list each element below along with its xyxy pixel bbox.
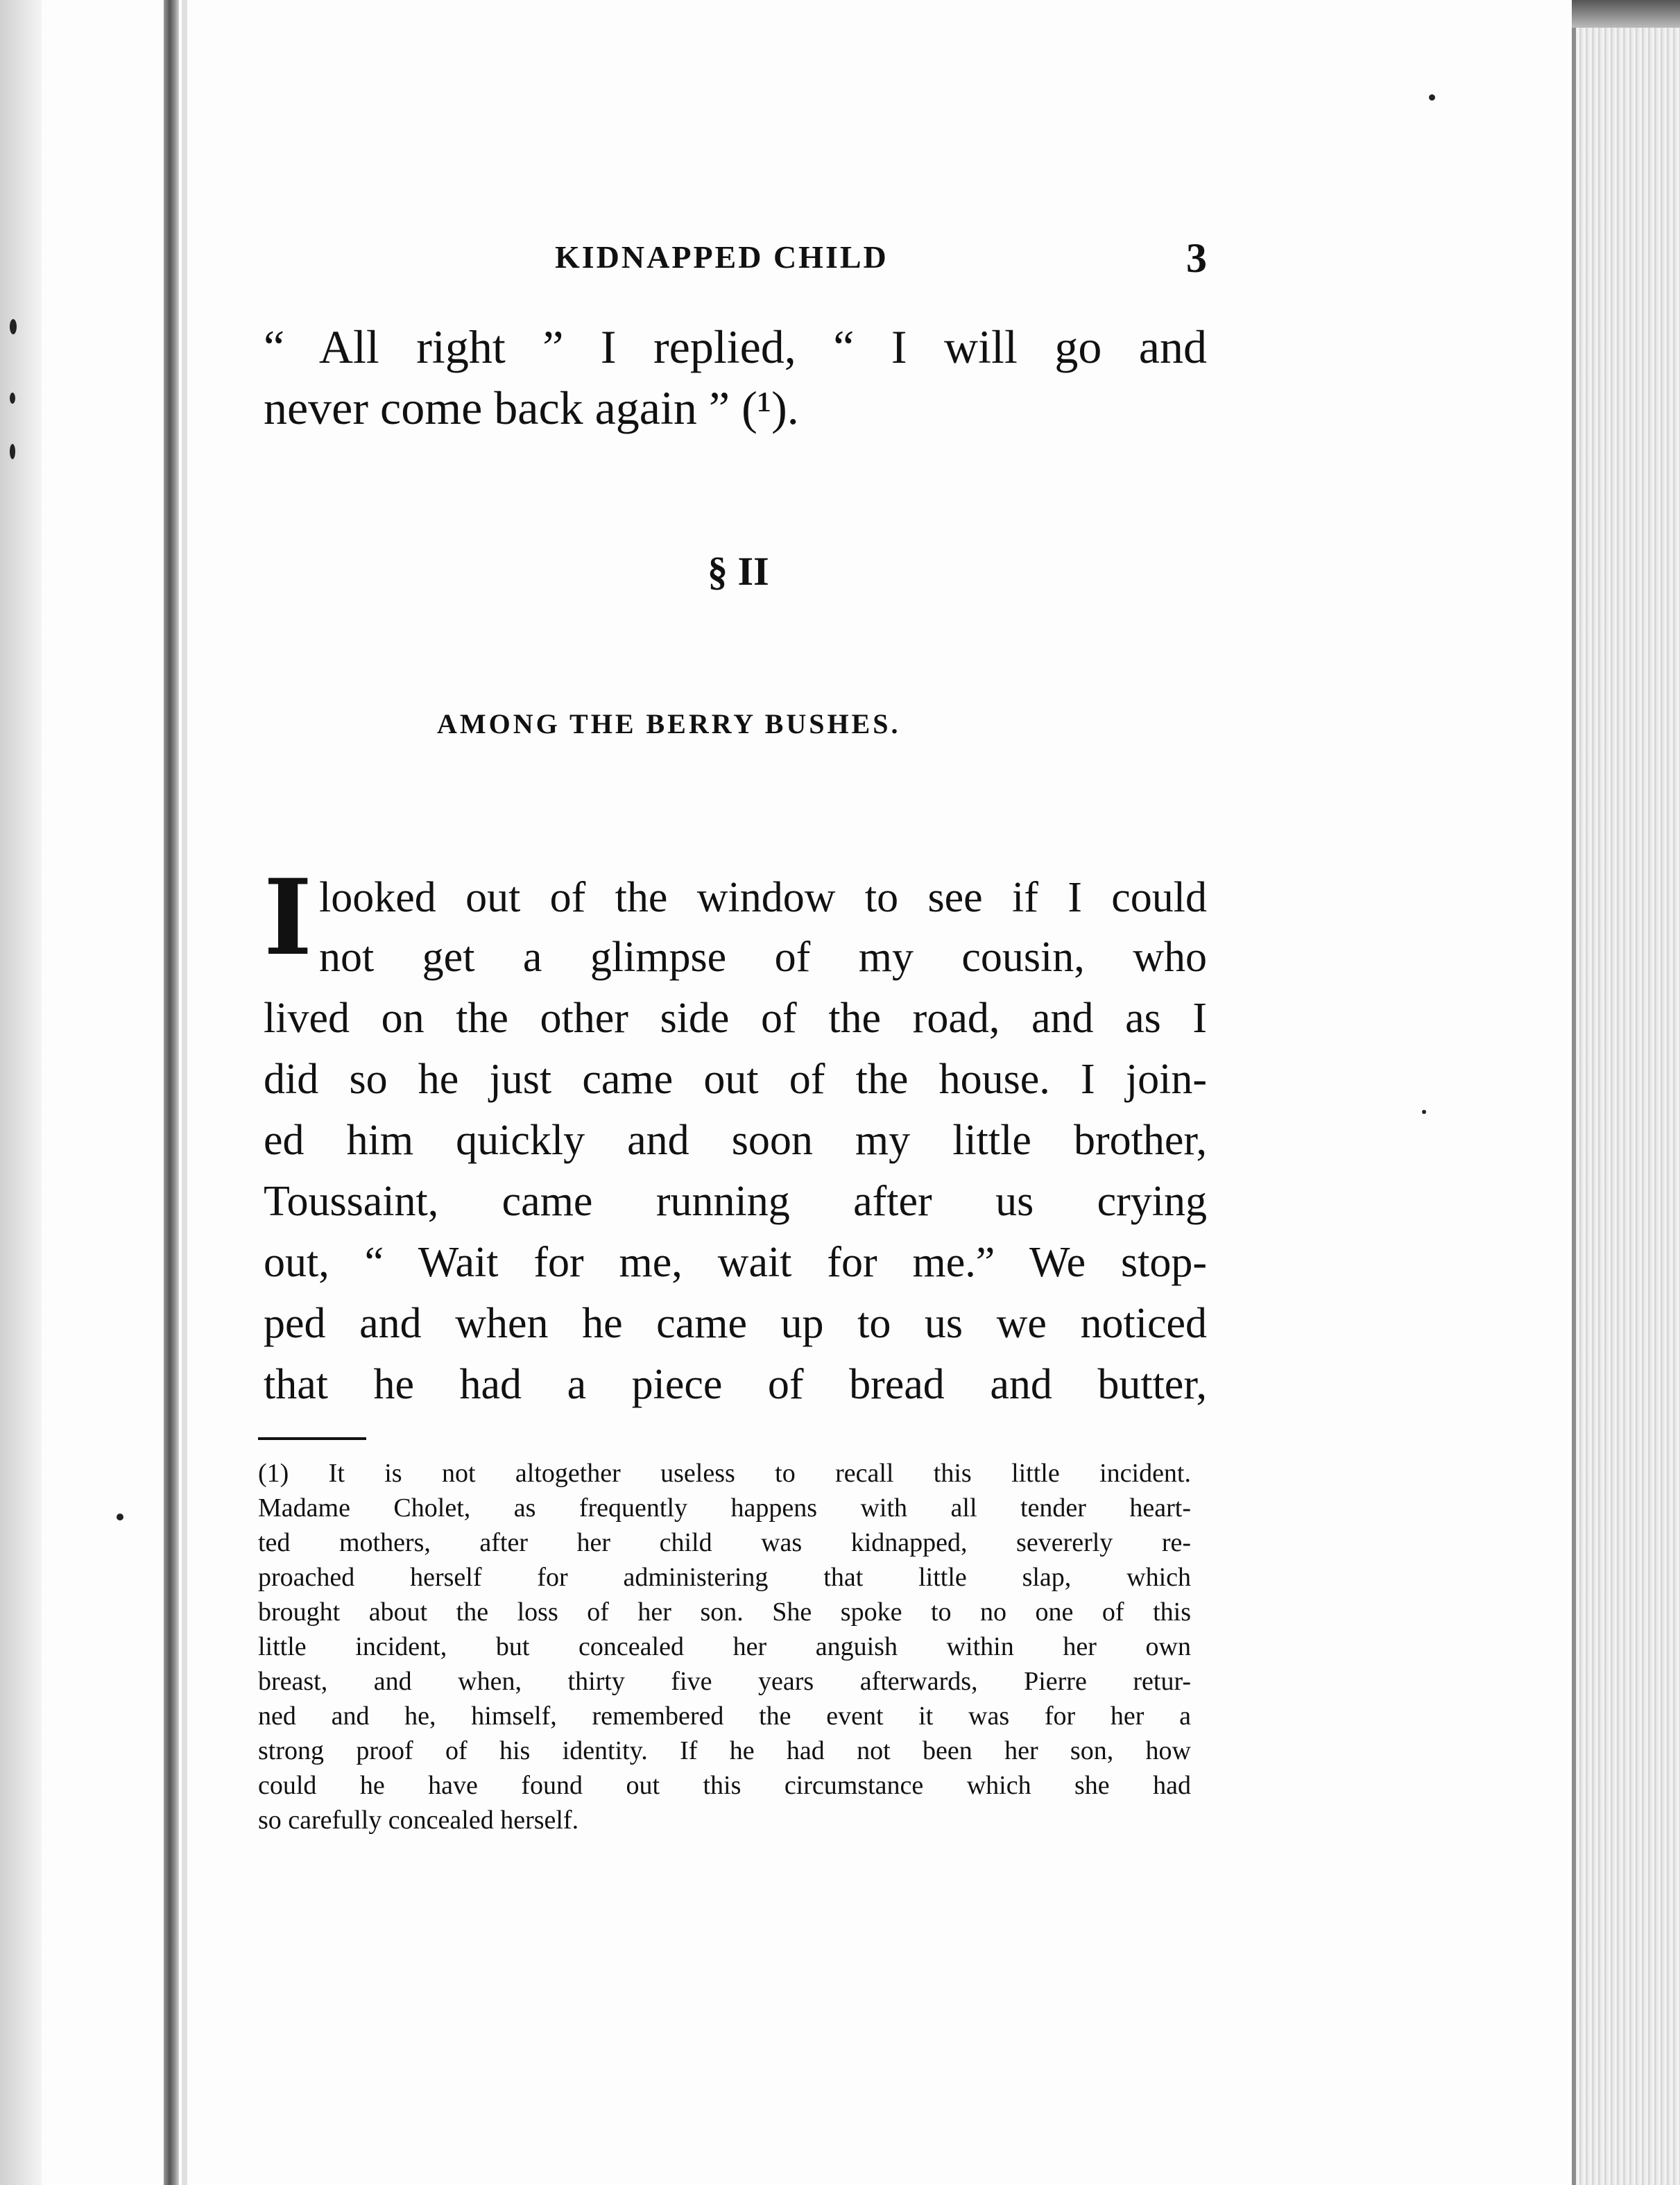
section-title: AMONG THE BERRY BUSHES. [437,708,901,739]
scan-speck [10,444,15,459]
footnote-line: could he have found out this circumstance which she had [258,1771,1191,1800]
binding-fold-edge [182,0,187,2185]
footnote-line: brought about the loss of her son. She spoke to no one of this [258,1597,1191,1627]
text-line: “ All right ” I replied, “ I will go and [264,320,1207,373]
footnote-line: breast, and when, thirty five years afterwards, Pierre retur- [258,1667,1191,1696]
scan-speck [1429,94,1435,101]
footnote-rule [258,1437,366,1440]
text-line: lived on the other side of the road, and as I [264,995,1207,1042]
text-line: that he had a piece of bread and butter, [264,1361,1207,1408]
scan-speck [117,1514,123,1520]
text-line: ped and when he came up to us we noticed [264,1300,1207,1347]
text-line: not get a glimpse of my cousin, who [319,934,1207,981]
scan-speck [10,393,15,404]
footnote-line: little incident, but concealed her anguish within her own [258,1632,1191,1661]
text-line: out, “ Wait for me, wait for me.” We stop- [264,1239,1207,1286]
page-number: 3 [1186,235,1207,281]
footnote-line: so carefully concealed herself. [258,1806,579,1835]
scan-speck [1422,1110,1426,1114]
running-title: KIDNAPPED CHILD [555,239,889,275]
section-number: § II [708,549,769,594]
text-line: Toussaint, came running after us crying [264,1178,1207,1225]
text-line: never come back again ” (¹). [264,382,799,434]
running-head [264,235,1214,281]
footnote-line: ned and he, himself, remembered the event it was for her a [258,1702,1191,1731]
footnote-line: ted mothers, after her child was kidnapped, severerly re- [258,1528,1191,1557]
footnote-line: (1) It is not altogether useless to recall this little incident. [258,1459,1191,1488]
text-line: looked out of the window to see if I could [319,874,1207,921]
text-line: did so he just came out of the house. I join- [264,1056,1207,1103]
gutter-shadow [0,0,42,2185]
binding-fold [164,0,179,2185]
footnote-line: strong proof of his identity. If he had not been her son, how [258,1736,1191,1765]
page-edges-stack [1576,0,1680,2185]
drop-cap: I [264,857,313,979]
text-line: ed him quickly and soon my little brother, [264,1117,1207,1164]
footnote-line: proached herself for administering that little slap, which [258,1563,1191,1592]
scan-speck [10,319,17,334]
page-edge-top-shadow [1572,0,1680,28]
footnote-line: Madame Cholet, as frequently happens with all tender heart- [258,1493,1191,1523]
